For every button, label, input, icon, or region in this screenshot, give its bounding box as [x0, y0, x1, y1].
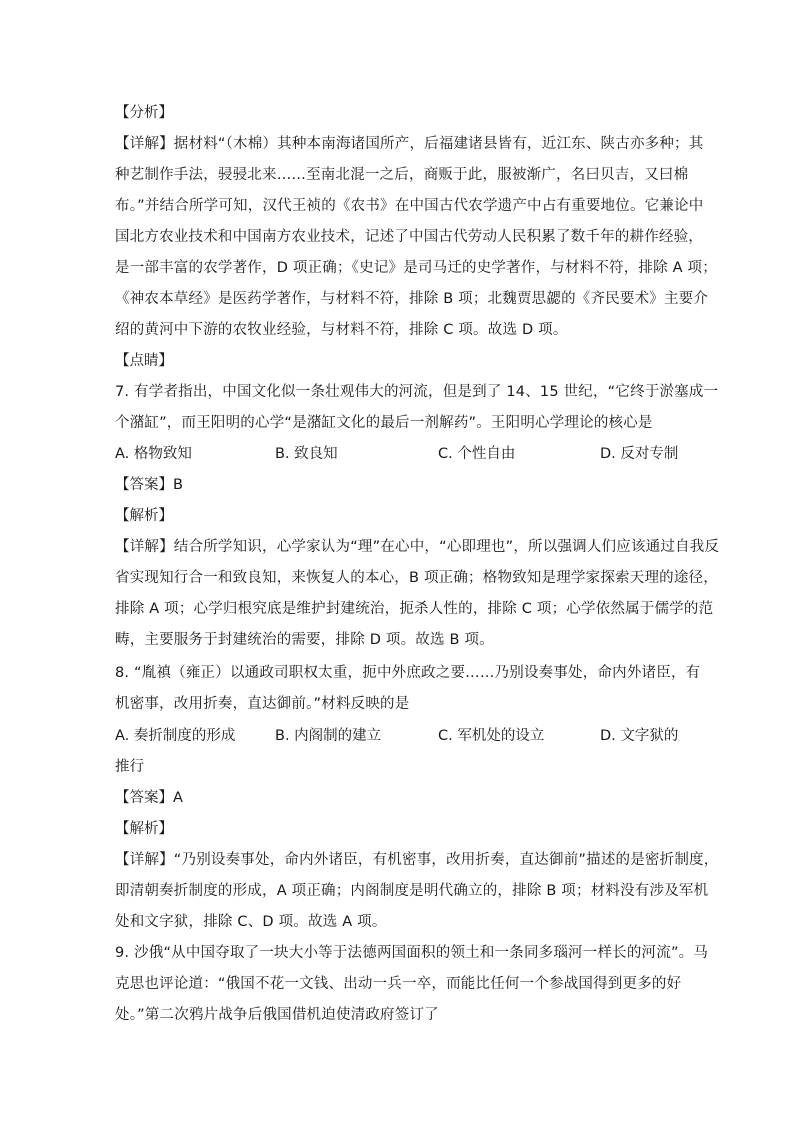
q6-detail-line: 《神农本草经》是医药学著作，与材料不符，排除 B 项；北魏贾思勰的《齐民要术》主要介	[115, 291, 709, 307]
q8-option-a: A. 奏折制度的形成	[115, 728, 236, 744]
q9-stem-line: 处。”第二次鸦片战争后俄国借机迫使清政府签订了	[115, 1007, 439, 1023]
q8-option-b: B. 内阁制的建立	[275, 728, 382, 744]
q7-answer: 【答案】B	[115, 477, 183, 493]
q6-detail-line: 布。”并结合所学可知，汉代王祯的《农书》在中国古代农学遗产中占有重要地位。它兼论中	[115, 198, 704, 214]
q7-option-d: D. 反对专制	[600, 446, 679, 462]
q7-detail-line: 【详解】结合所学知识，心学家认为“理”在心中，“心即理也”，所以强调人们应该通过自我反	[115, 539, 720, 555]
q6-detail-line: 是一部丰富的农学著作，D 项正确；《史记》是司马迁的史学著作，与材料不符，排除 A 项；	[115, 260, 717, 276]
q8-analysis-tag: 【解析】	[115, 821, 173, 837]
q6-detail-line: 绍的黄河中下游的农牧业经验，与材料不符，排除 C 项。故选 D 项。	[115, 322, 568, 338]
q8-detail-line: 【详解】“乃别设奏事处，命内外诸臣，有机密事，改用折奏，直达御前”描述的是密折制度，	[115, 852, 719, 868]
q6-detail-line: 种艺制作手法，骎骎北来……至南北混一之后，商贩于此，服被渐广，名曰贝吉，又曰棉	[115, 167, 689, 183]
q7-detail-line: 畴，主要服务于封建统治的需要，排除 D 项。故选 B 项。	[115, 632, 494, 648]
q8-answer: 【答案】A	[115, 790, 183, 806]
q8-detail-line: 即清朝奏折制度的形成，A 项正确；内阁制度是明代确立的，排除 B 项；材料没有涉及军机	[115, 883, 709, 899]
comment-tag-q6: 【点睛】	[115, 353, 173, 369]
q7-stem-line: 7. 有学者指出，中国文化似一条壮观伟大的河流，但是到了 14、15 世纪，“它终于淤塞成一	[115, 384, 719, 400]
q6-detail-line: 【详解】据材料“（木棉）其种本南海诸国所产，后福建诸县皆有，近江东、陕古亦多种；其	[115, 136, 704, 152]
q8-option-d: D. 文字狱的	[600, 728, 679, 744]
q6-detail-line: 国北方农业技术和中国南方农业技术，记述了中国古代劳动人民积累了数千年的耕作经验，	[115, 229, 703, 245]
q9-stem-line: 9. 沙俄“从中国夺取了一块大小等于法德两国面积的领土和一条同多瑙河一样长的河流”。马	[115, 945, 709, 961]
q7-detail-line: 排除 A 项；心学归根究底是维护封建统治，扼杀人性的，排除 C 项；心学依然属于儒学的范	[115, 601, 714, 617]
q7-analysis-tag: 【解析】	[115, 508, 173, 524]
q8-stem-line: 机密事，改用折奏，直达御前。”材料反映的是	[115, 696, 410, 712]
q7-option-c: C. 个性自由	[438, 446, 516, 462]
q8-option-c: C. 军机处的设立	[438, 728, 545, 744]
q8-option-wrap: 推行	[115, 759, 144, 775]
q9-stem-line: 克思也评论道：“俄国不花一文钱、出动一兵一卒，而能比任何一个参战国得到更多的好	[115, 976, 682, 992]
q7-stem-line: 个潴缸”，而王阳明的心学“是潴缸文化的最后一剂解药”。王阳明心学理论的核心是	[115, 415, 653, 431]
q8-detail-line: 处和文字狱，排除 C、D 项。故选 A 项。	[115, 914, 387, 930]
q8-stem-line: 8. “胤禛（雍正）以通政司职权太重，扼中外庶政之要……乃别设奏事处，命内外诸臣，有	[115, 665, 701, 681]
q7-detail-line: 省实现知行合一和致良知，来恢复人的本心，B 项正确；格物致知是理学家探索天理的途径，	[115, 570, 718, 586]
q7-option-b: B. 致良知	[275, 446, 338, 462]
q7-option-a: A. 格物致知	[115, 446, 192, 462]
analysis-tag-q6: 【分析】	[115, 105, 173, 121]
